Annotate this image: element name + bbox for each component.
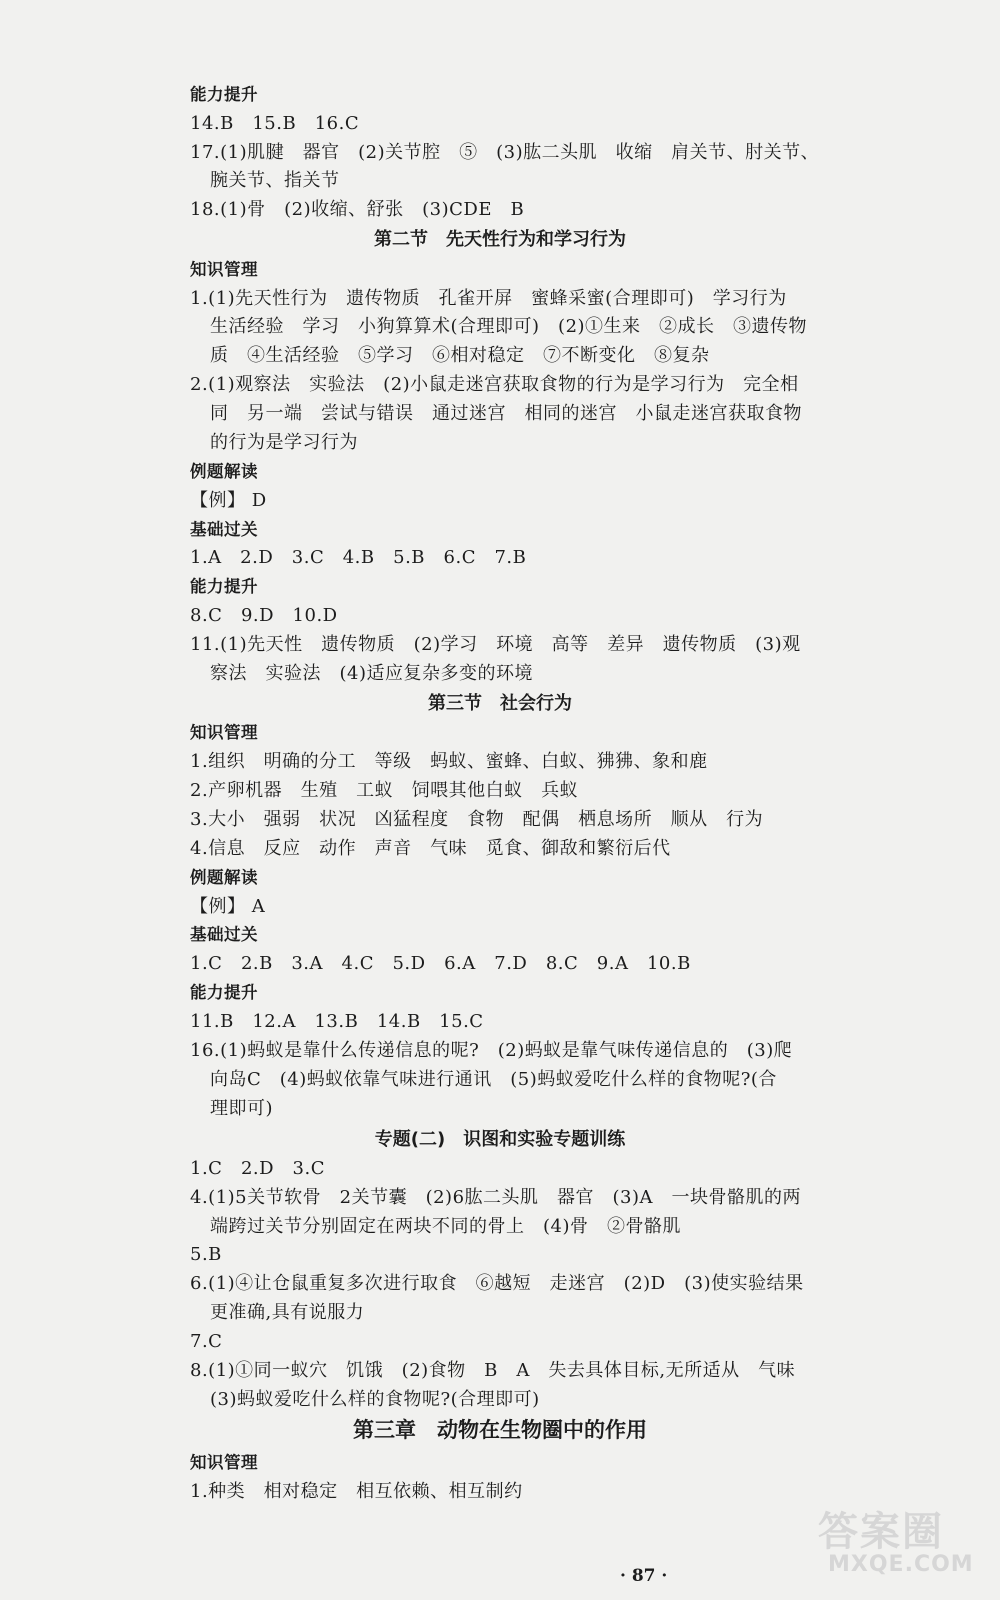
answer-line: 16.(1)蚂蚁是靠什么传递信息的呢? (2)蚂蚁是靠气味传递信息的 (3)爬 <box>190 1040 793 1061</box>
answer-line: 14.B 15.B 16.C <box>190 113 360 134</box>
watermark-site: MXQE.COM <box>828 1552 974 1577</box>
answer-line: 8.C 9.D 10.D <box>190 605 338 626</box>
answer-line: 1.A 2.D 3.C 4.B 5.B 6.C 7.B <box>190 547 527 568</box>
answer-line: 质 ④生活经验 ⑤学习 ⑥相对稳定 ⑦不断变化 ⑧复杂 <box>210 345 710 366</box>
heading-example: 例题解读 <box>190 462 258 481</box>
section-title: 专题(二) 识图和实验专题训练 <box>374 1129 626 1150</box>
answer-line: 17.(1)肌腱 器官 (2)关节腔 ⑤ (3)肱二头肌 收缩 肩关节、肘关节、 <box>190 142 820 163</box>
heading-knowledge: 知识管理 <box>190 723 258 742</box>
heading-basic: 基础过关 <box>190 925 258 944</box>
answer-line: 1.种类 相对稳定 相互依赖、相互制约 <box>190 1481 523 1502</box>
answer-line: 2.产卵机器 生殖 工蚁 饲喂其他白蚁 兵蚁 <box>190 780 579 801</box>
heading-ability: 能力提升 <box>190 983 258 1002</box>
answer-line: 3.大小 强弱 状况 凶猛程度 食物 配偶 栖息场所 顺从 行为 <box>190 809 764 830</box>
answer-line: 6.(1)④让仓鼠重复多次进行取食 ⑥越短 走迷宫 (2)D (3)使实验结果 <box>190 1273 804 1294</box>
answer-line: 端跨过关节分别固定在两块不同的骨上 (4)骨 ②骨骼肌 <box>210 1216 681 1237</box>
heading-example: 例题解读 <box>190 868 258 887</box>
answer-line: 理即可) <box>210 1098 274 1119</box>
answer-line: 7.C <box>190 1331 223 1352</box>
page-number: · 87 · <box>620 1566 668 1586</box>
heading-knowledge: 知识管理 <box>190 260 258 279</box>
watermark-logo: 答案圈 <box>818 1509 944 1555</box>
answer-line: 更准确,具有说服力 <box>210 1302 365 1323</box>
section-title: 第二节 先天性行为和学习行为 <box>374 229 626 250</box>
answer-line: 4.(1)5关节软骨 2关节囊 (2)6肱二头肌 器官 (3)A 一块骨骼肌的两 <box>190 1187 802 1208</box>
answer-line: 【例】 A <box>190 896 266 917</box>
chapter-title: 第三章 动物在生物圈中的作用 <box>353 1418 647 1442</box>
answer-line: 11.(1)先天性 遗传物质 (2)学习 环境 高等 差异 遗传物质 (3)观 <box>190 634 801 655</box>
heading-ability: 能力提升 <box>190 577 258 596</box>
answer-line: 1.C 2.B 3.A 4.C 5.D 6.A 7.D 8.C 9.A 10.B <box>190 953 691 974</box>
answer-line: 生活经验 学习 小狗算算术(合理即可) (2)①生来 ②成长 ③遗传物 <box>210 316 808 337</box>
section-title: 第三节 社会行为 <box>428 693 572 714</box>
heading-ability: 能力提升 <box>190 85 258 104</box>
answer-line: 18.(1)骨 (2)收缩、舒张 (3)CDE B <box>190 199 525 220</box>
answer-line: 同 另一端 尝试与错误 通过迷宫 相同的迷宫 小鼠走迷宫获取食物 <box>210 403 802 424</box>
answer-line: 1.组织 明确的分工 等级 蚂蚁、蜜蜂、白蚁、狒狒、象和鹿 <box>190 751 708 772</box>
answer-line: 向岛C (4)蚂蚁依靠气味进行通讯 (5)蚂蚁爱吃什么样的食物呢?(合 <box>210 1069 777 1090</box>
answer-line: 4.信息 反应 动作 声音 气味 觅食、御敌和繁衍后代 <box>190 838 671 859</box>
answer-line: 腕关节、指关节 <box>210 170 340 191</box>
answer-line: 1.C 2.D 3.C <box>190 1158 325 1179</box>
heading-basic: 基础过关 <box>190 520 258 539</box>
heading-knowledge: 知识管理 <box>190 1453 258 1472</box>
answer-line: (3)蚂蚁爱吃什么样的食物呢?(合理即可) <box>210 1389 540 1410</box>
answer-line: 8.(1)①同一蚁穴 饥饿 (2)食物 B A 失去具体目标,无所适从 气味 <box>190 1360 796 1381</box>
answer-line: 11.B 12.A 13.B 14.B 15.C <box>190 1011 484 1032</box>
answer-line: 【例】 D <box>190 490 267 511</box>
answer-line: 察法 实验法 (4)适应复杂多变的环境 <box>210 663 533 684</box>
answer-line: 2.(1)观察法 实验法 (2)小鼠走迷宫获取食物的行为是学习行为 完全相 <box>190 374 799 395</box>
answer-line: 1.(1)先天性行为 遗传物质 孔雀开屏 蜜蜂采蜜(合理即可) 学习行为 <box>190 288 787 309</box>
answer-line: 5.B <box>190 1244 222 1265</box>
answer-line: 的行为是学习行为 <box>210 432 358 453</box>
